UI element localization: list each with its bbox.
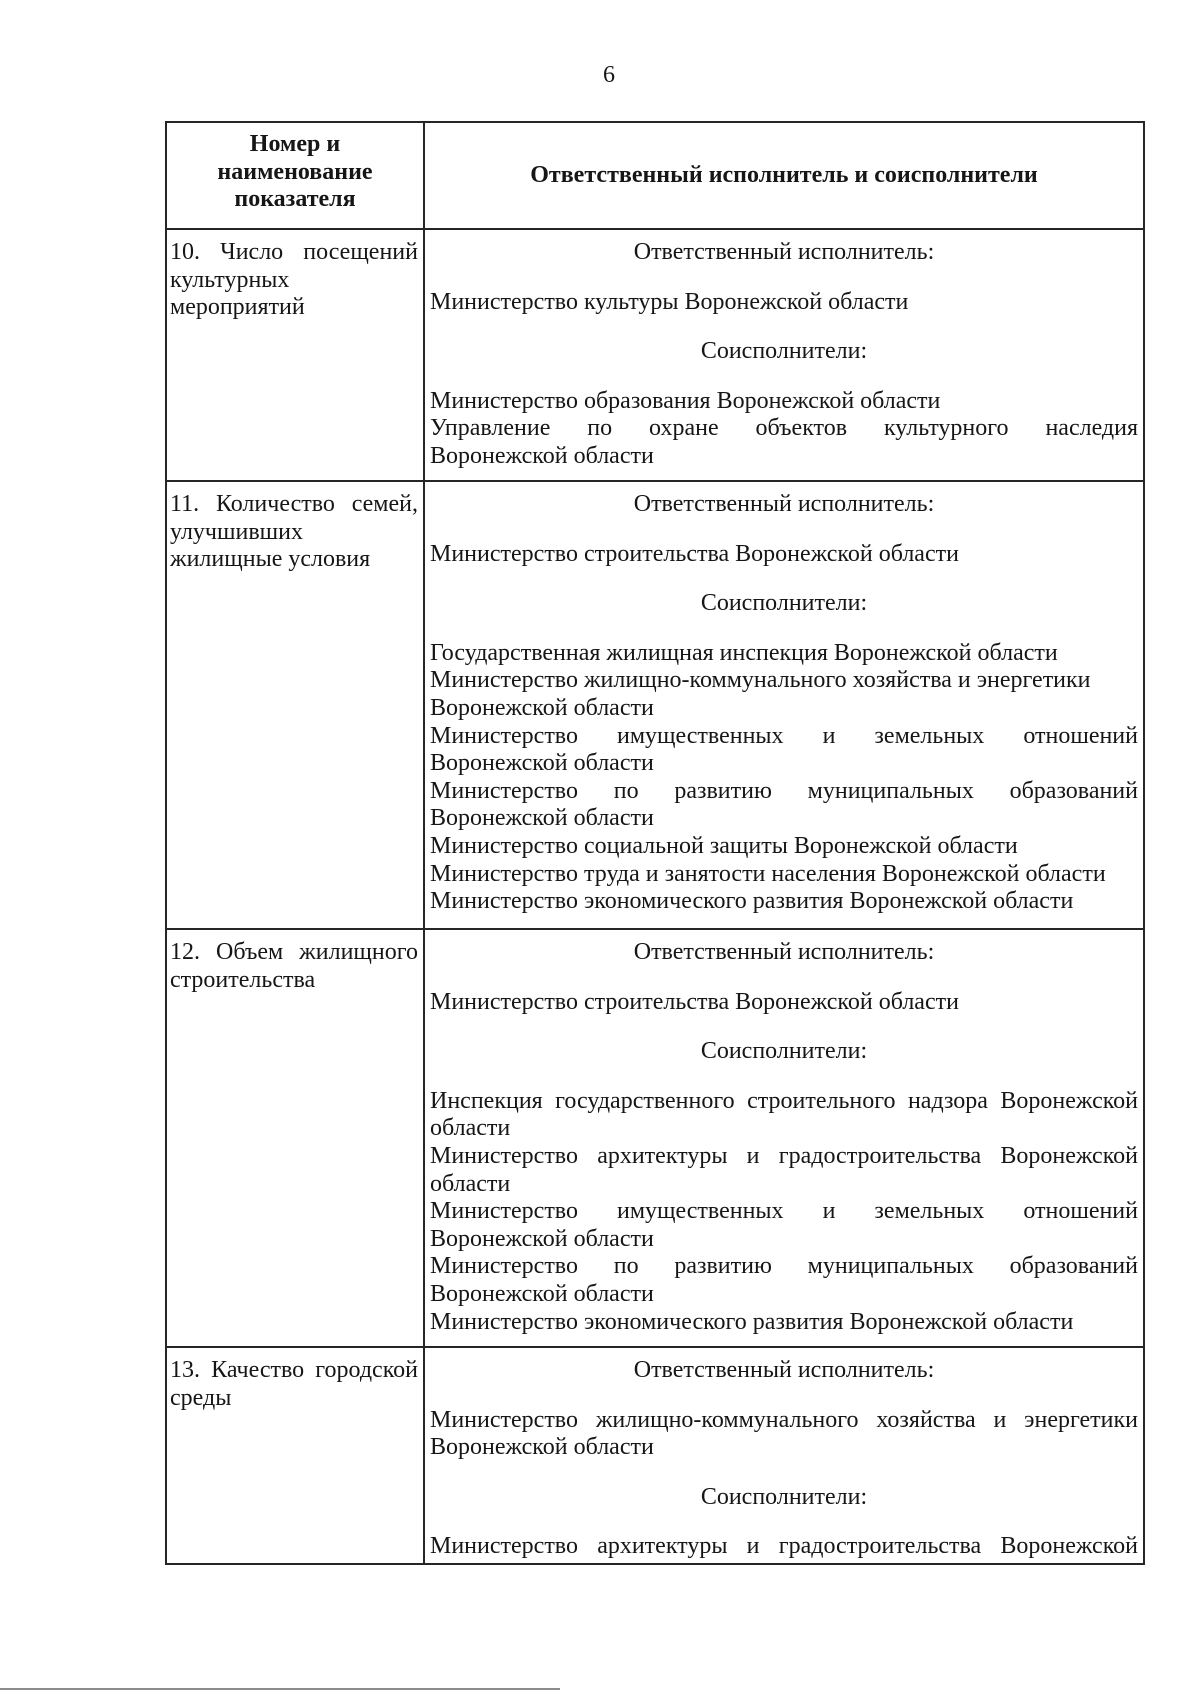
indicator-name-line: среды (170, 1384, 232, 1411)
co-executor-item (430, 778, 1138, 833)
co-executors-list (430, 388, 1138, 471)
header-indicator-label-line: показателя (234, 186, 356, 213)
co-executor-item (430, 1088, 1138, 1143)
co-executor-item (430, 1198, 1138, 1253)
page-number: 6 (603, 62, 615, 88)
co-executor-item (430, 1253, 1138, 1308)
responsible-executor (430, 989, 1138, 1017)
co-executor-line: Воронежской области (430, 1225, 654, 1252)
header-executors-label: Ответственный исполнитель и соисполнители (530, 161, 1038, 188)
header-indicator-label-line: наименование (217, 158, 373, 185)
co-executor-line: Инспекция государственного строительного надзора Воронежской (430, 1087, 1138, 1114)
co-executor-line: Министерство социальной защиты Воронежской области (430, 832, 1018, 859)
responsible-label: Ответственный исполнитель: (633, 939, 935, 965)
indicator-name-line: улучшивших (170, 518, 303, 545)
co-executor-item (430, 667, 1138, 722)
table-row-indicator-13 (167, 1346, 1143, 1563)
indicator-name-line: мероприятий (170, 294, 305, 321)
co-executor-item (430, 723, 1138, 778)
executors-cell (425, 482, 1143, 928)
co-executor-line: области (430, 1115, 511, 1142)
co-executor-line: Воронежской области (430, 750, 654, 777)
co-executor-line: Воронежской области (430, 694, 654, 721)
responsible-executor (430, 541, 1138, 569)
co-executors-list (430, 640, 1138, 916)
co-executor-item (430, 861, 1138, 889)
co-executors-label: Соисполнители: (700, 590, 868, 617)
executors-cell (425, 230, 1143, 480)
scan-edge-line (0, 1688, 560, 1690)
responsible-executor (430, 1407, 1138, 1462)
co-executor-line: Министерство по развитию муниципальных образований (430, 777, 1138, 804)
co-executor-line: области (430, 1170, 511, 1197)
co-executor-line: Министерство по развитию муниципальных образований (430, 1253, 1138, 1280)
executors-table (165, 121, 1145, 1565)
co-executors-list (430, 1533, 1138, 1561)
co-executor-line: Министерство имущественных и земельных отношений (430, 1198, 1138, 1225)
co-executor-line: Государственная жилищная инспекция Воронежской области (430, 639, 1058, 666)
responsible-executor-line: Министерство строительства Воронежской области (430, 540, 959, 567)
header-executors-cell (425, 123, 1143, 228)
co-executor-line: Министерство архитектуры и градостроительства Воронежской (430, 1142, 1138, 1169)
co-executors-label: Соисполнители: (700, 338, 868, 365)
co-executor-line: Воронежской области (430, 442, 654, 469)
indicator-cell (167, 230, 425, 480)
co-executor-line: Воронежской области (430, 805, 654, 832)
co-executor-line: Министерство экономического развития Воронежской области (430, 1308, 1074, 1335)
responsible-executor-line: Министерство строительства Воронежской области (430, 988, 959, 1015)
co-executor-line: Министерство имущественных и земельных отношений (430, 722, 1138, 749)
table-row-indicator-12 (167, 928, 1143, 1346)
co-executor-item (430, 1533, 1138, 1561)
co-executor-line: Управление по охране объектов культурного наследия (430, 415, 1138, 442)
indicator-name-line: 10. Число посещений (170, 239, 418, 265)
indicator-name-line: 12. Объем жилищного (170, 939, 418, 965)
co-executor-line: Министерство образования Воронежской области (430, 387, 941, 414)
responsible-executor-line: Воронежской области (430, 1434, 654, 1461)
co-executor-item (430, 415, 1138, 470)
indicator-name-line: 13. Качество городской (170, 1357, 418, 1383)
responsible-executor-line: Министерство жилищно-коммунального хозяйства и энергетики (430, 1406, 1138, 1433)
responsible-executor (430, 289, 1138, 317)
executors-cell (425, 930, 1143, 1346)
indicator-cell (167, 1348, 425, 1563)
co-executor-line: Воронежской области (430, 1280, 654, 1307)
co-executors-list (430, 1088, 1138, 1336)
responsible-executor-line: Министерство культуры Воронежской области (430, 288, 909, 315)
co-executor-item (430, 640, 1138, 668)
co-executor-item (430, 388, 1138, 416)
indicator-cell (167, 930, 425, 1346)
co-executor-item (430, 888, 1138, 916)
indicator-name-line: культурных (170, 266, 290, 293)
co-executor-line: Министерство жилищно-коммунального хозяйства и энергетики (430, 667, 1091, 694)
responsible-label: Ответственный исполнитель: (633, 239, 935, 265)
co-executor-item (430, 833, 1138, 861)
co-executor-item (430, 1309, 1138, 1337)
co-executor-line: Министерство труда и занятости населения Воронежской области (430, 860, 1106, 887)
indicator-name-line: строительства (170, 966, 316, 993)
co-executor-item (430, 1143, 1138, 1198)
table-row-indicator-11 (167, 480, 1143, 928)
co-executor-line: Министерство экономического развития Воронежской области (430, 888, 1074, 915)
co-executors-label: Соисполнители: (700, 1038, 868, 1065)
table-header-row (167, 123, 1143, 228)
responsible-label: Ответственный исполнитель: (633, 491, 935, 517)
co-executors-label: Соисполнители: (700, 1483, 868, 1510)
executors-cell (425, 1348, 1143, 1563)
co-executor-line: Министерство архитектуры и градостроительства Воронежской (430, 1533, 1138, 1560)
responsible-label: Ответственный исполнитель: (633, 1357, 935, 1383)
indicator-cell (167, 482, 425, 928)
indicator-name-line: 11. Количество семей, (170, 491, 418, 517)
header-indicator-label-line: Номер и (249, 131, 341, 158)
indicator-name-line: жилищные условия (170, 546, 371, 573)
table-row-indicator-10 (167, 228, 1143, 480)
header-indicator-cell (167, 123, 425, 228)
